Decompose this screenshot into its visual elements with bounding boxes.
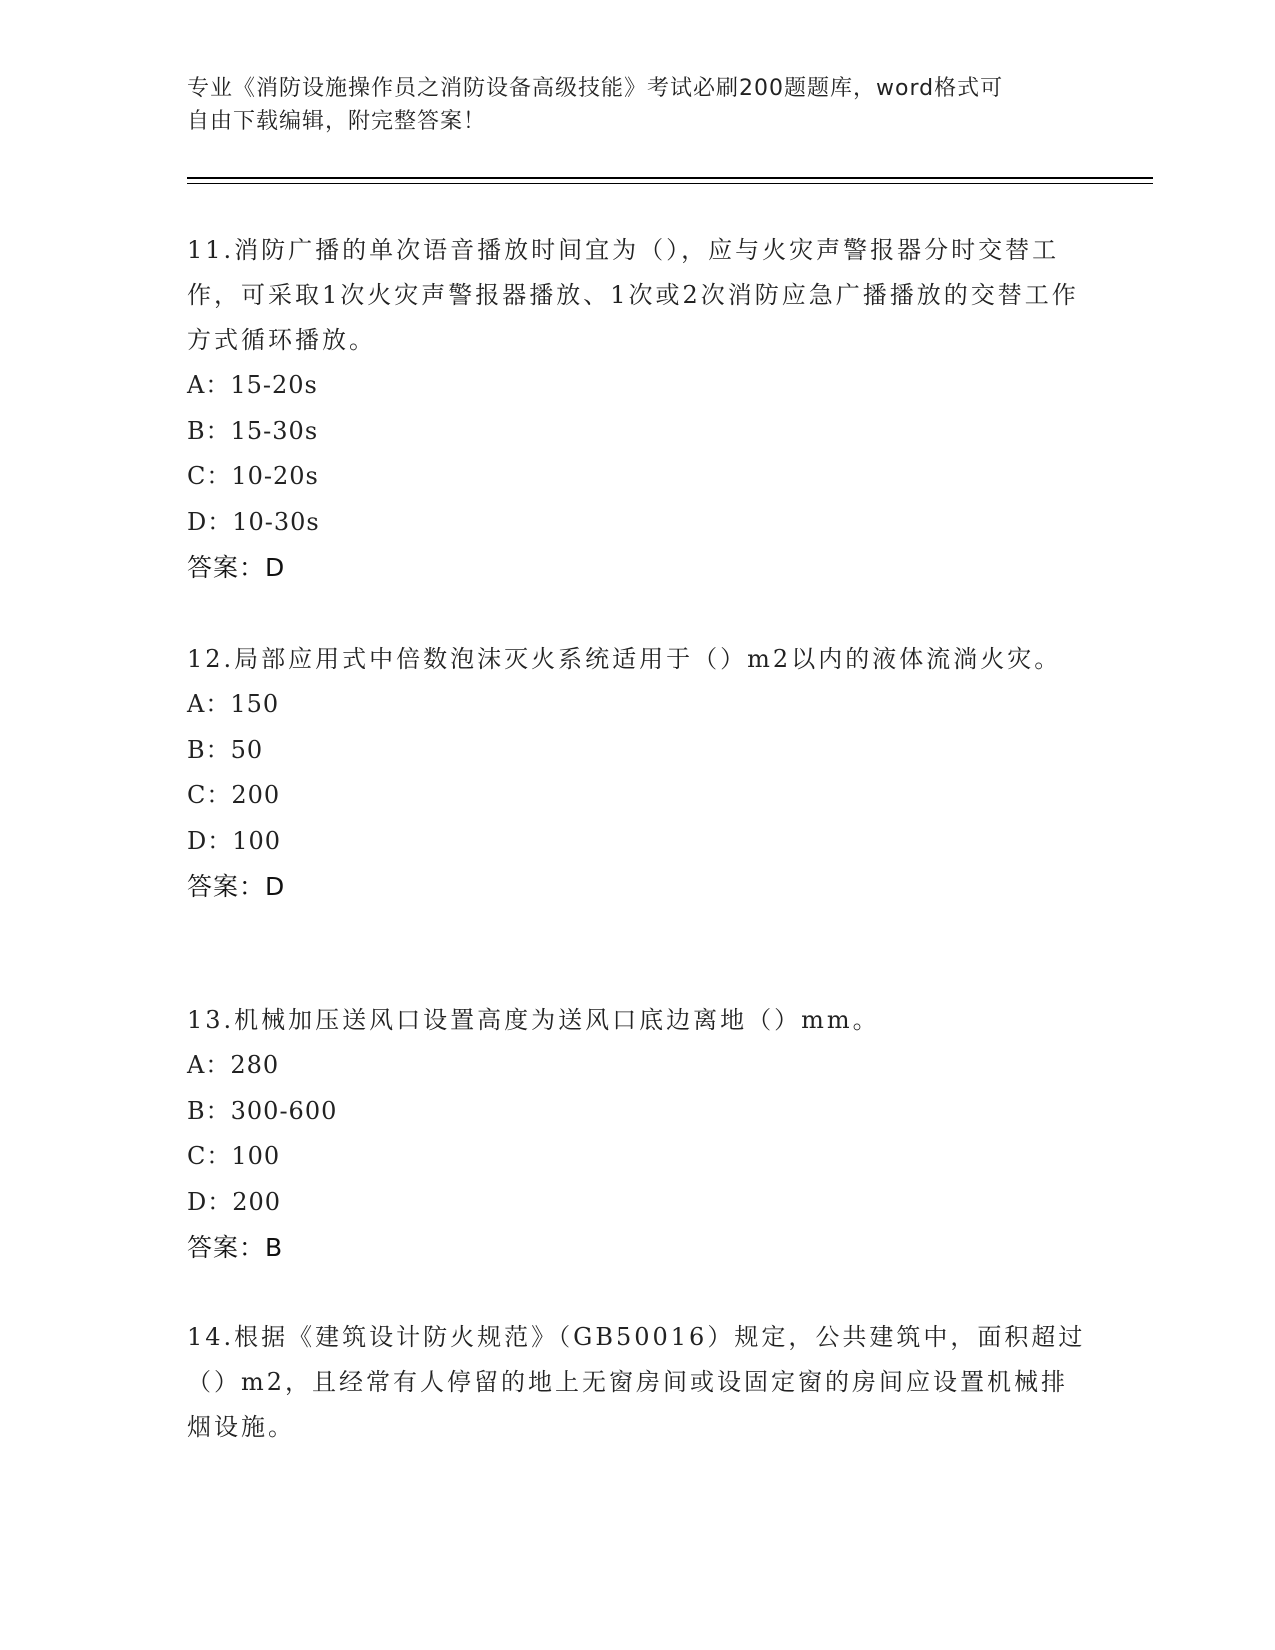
question-14: [187, 1315, 1087, 1450]
question-stem: 13.机械加压送风口设置高度为送风口底边离地（）mm。: [187, 1006, 880, 1034]
answer: 答案：D: [187, 872, 286, 901]
answer: 答案：B: [187, 1233, 284, 1262]
question-stem: 11.消防广播的单次语音播放时间宜为（），应与火灾声警报器分时交替工作，可采取1次火灾声警报器播放、1次或2次消防应急广播播放的交替工作方式循环播放。: [187, 236, 1079, 354]
option-c: C：200: [187, 781, 281, 809]
option-d: D：100: [187, 826, 282, 855]
option-d: D：200: [187, 1187, 282, 1216]
question-stem: 14.根据《建筑设计防火规范》（GB50016）规定，公共建筑中，面积超过（）m2，且经常有人停留的地上无窗房间或设固定窗的房间应设置机械排烟设施。: [187, 1323, 1086, 1441]
option-b: B：300-600: [187, 1096, 338, 1125]
header-line-2: 自由下载编辑，附完整答案！: [187, 109, 487, 134]
question-11: [187, 228, 1087, 590]
header-line-1: 专业《消防设施操作员之消防设备高级技能》考试必刷200题题库，word格式可: [187, 76, 1004, 101]
option-b: B：15-30s: [187, 416, 319, 445]
question-13: [187, 998, 1087, 1270]
answer: 答案：D: [187, 553, 286, 582]
option-c: C：10-20s: [187, 462, 319, 490]
document-header: [187, 72, 1067, 138]
option-a: A：280: [187, 1051, 280, 1079]
option-d: D：10-30s: [187, 507, 320, 536]
option-b: B：50: [187, 735, 264, 764]
question-stem: 12.局部应用式中倍数泡沫灭火系统适用于（）m2以内的液体流淌火灾。: [187, 645, 1062, 673]
question-12: [187, 637, 1087, 909]
option-a: A：15-20s: [187, 371, 318, 399]
header-divider-thin: [187, 183, 1153, 184]
option-a: A：150: [187, 690, 280, 718]
header-divider-thick: [187, 177, 1153, 179]
option-c: C：100: [187, 1142, 281, 1170]
